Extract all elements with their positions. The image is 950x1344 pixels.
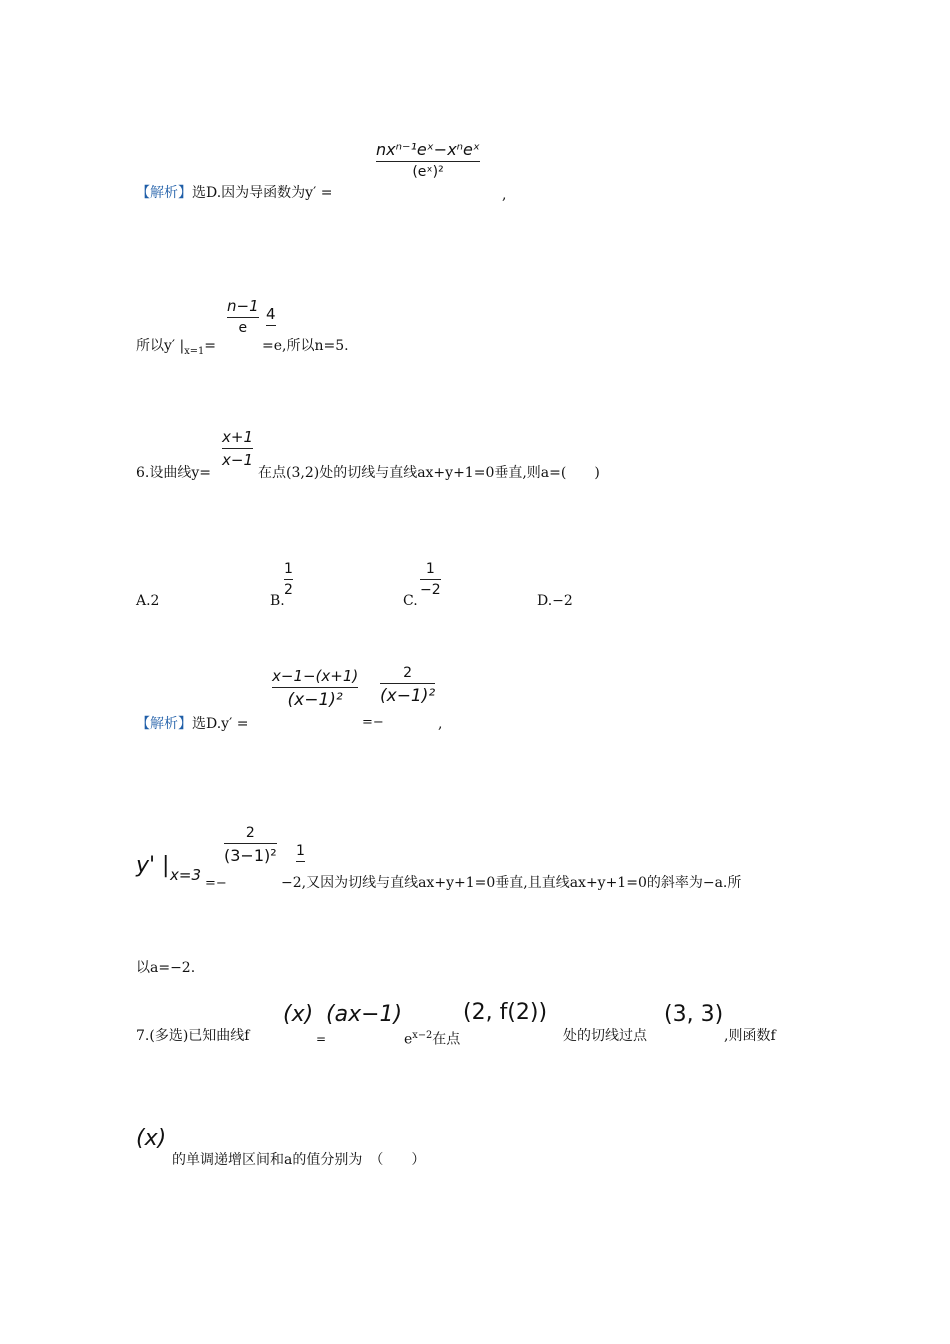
result-lead: 所以y′ | — [136, 338, 185, 354]
option-b-fraction — [284, 561, 293, 598]
fraction-bar — [420, 579, 441, 580]
fraction-numerator: x+1 — [222, 428, 253, 446]
equals-minus: =− — [362, 715, 384, 730]
analysis-text: 选D.因为导函数为y′ = — [192, 185, 333, 201]
fraction-numerator: 1 — [425, 561, 435, 577]
fraction-n-minus-1-over-e — [227, 297, 259, 336]
analysis-tag: 【解析】 — [136, 716, 192, 732]
option-d: D.−2 — [537, 593, 573, 609]
exponential — [404, 1027, 460, 1049]
eval-bar: | — [162, 853, 170, 878]
fraction-one-half-neg — [296, 843, 305, 864]
fraction-derivative — [376, 140, 480, 180]
result-tail: =e,所以n=5. — [262, 338, 349, 354]
fraction-denominator: (x−1)² — [287, 690, 343, 710]
conclusion: 以a=−2. — [136, 960, 196, 976]
fraction-denominator: (eˣ)² — [412, 164, 444, 180]
equals: = — [316, 1032, 327, 1046]
point-2-f2: (2, f(2)) — [463, 1000, 548, 1025]
result-sub: x=1 — [184, 345, 205, 357]
analysis-text: 选D.y′ = — [192, 716, 249, 732]
fraction-numerator: 4 — [266, 305, 276, 323]
option-c-fraction — [420, 561, 441, 598]
question-7-mid: 在点 — [432, 1031, 461, 1048]
fraction-eval — [224, 825, 277, 865]
fraction-bar — [296, 861, 305, 862]
result-line — [136, 337, 216, 361]
question-7-tail: ,则函数f — [724, 1028, 776, 1044]
fraction-denominator: x−1 — [222, 451, 253, 469]
eval-tail — [281, 874, 741, 892]
analysis-line-1 — [136, 184, 332, 202]
analysis-tag: 【解析】 — [136, 185, 192, 201]
question-6-text: 在点(3,2)处的切线与直线ax+y+1=0垂直,则a=( ) — [258, 465, 600, 481]
option-a: A.2 — [136, 593, 160, 609]
fraction-bar — [272, 687, 358, 688]
result-eq: = — [204, 338, 216, 354]
question-6-lead: 6.设曲线y= — [136, 465, 211, 481]
fraction-numerator: 1 — [284, 561, 293, 577]
fraction-denominator: 2 — [284, 582, 293, 598]
y-prime: y' — [136, 853, 156, 878]
fraction-numerator: 2 — [245, 825, 255, 841]
fraction-bar — [376, 161, 480, 162]
fraction-bar — [227, 317, 259, 318]
fraction-denominator: (x−1)² — [380, 686, 436, 706]
fraction-simplified — [380, 665, 435, 706]
equals-minus: =− — [205, 876, 227, 891]
f-of-x-2: (x) — [136, 1126, 167, 1151]
fraction-4-over-e — [266, 305, 276, 328]
fraction-numerator: x−1−(x+1) — [272, 667, 359, 685]
fraction-bar — [224, 843, 277, 844]
fraction-derivative-2 — [272, 667, 358, 710]
fraction-denominator: (3−1)² — [224, 846, 277, 865]
fraction-denominator: e — [238, 320, 248, 336]
fraction-bar — [222, 448, 253, 449]
fraction-curve — [222, 428, 253, 469]
question-7-line2: 的单调递增区间和a的值分别为 （ ） — [172, 1152, 426, 1168]
fraction-bar — [266, 325, 276, 326]
fraction-numerator: n−1 — [227, 297, 259, 315]
fraction-numerator: nxⁿ⁻¹eˣ−xⁿeˣ — [376, 140, 480, 159]
option-c: C. — [403, 593, 418, 609]
exp-power: x−2 — [412, 1030, 433, 1041]
fraction-bar — [284, 579, 293, 580]
fraction-numerator: 2 — [403, 665, 413, 681]
fraction-numerator: 1 — [296, 843, 305, 859]
comma: , — [502, 187, 507, 203]
point-3-3: (3, 3) — [664, 1002, 724, 1027]
exp-base: e — [404, 1031, 413, 1048]
comma: , — [438, 716, 443, 732]
fraction-bar — [380, 683, 435, 684]
f-of-x: (x) — [283, 1002, 314, 1027]
question-7-lead: 7.(多选)已知曲线f — [136, 1028, 250, 1044]
eval-text: ,又因为切线与直线ax+y+1=0垂直,且直线ax+y+1=0的斜率为−a.所 — [301, 875, 742, 891]
question-7-mid2: 处的切线过点 — [563, 1028, 647, 1044]
factor: (ax−1) — [326, 1002, 403, 1027]
eval-sub: x=3 — [170, 866, 201, 884]
fraction-denominator: −2 — [420, 582, 441, 598]
option-b: B. — [270, 593, 285, 609]
analysis-line-2 — [136, 715, 248, 733]
fraction-denominator: −2 — [281, 875, 302, 891]
